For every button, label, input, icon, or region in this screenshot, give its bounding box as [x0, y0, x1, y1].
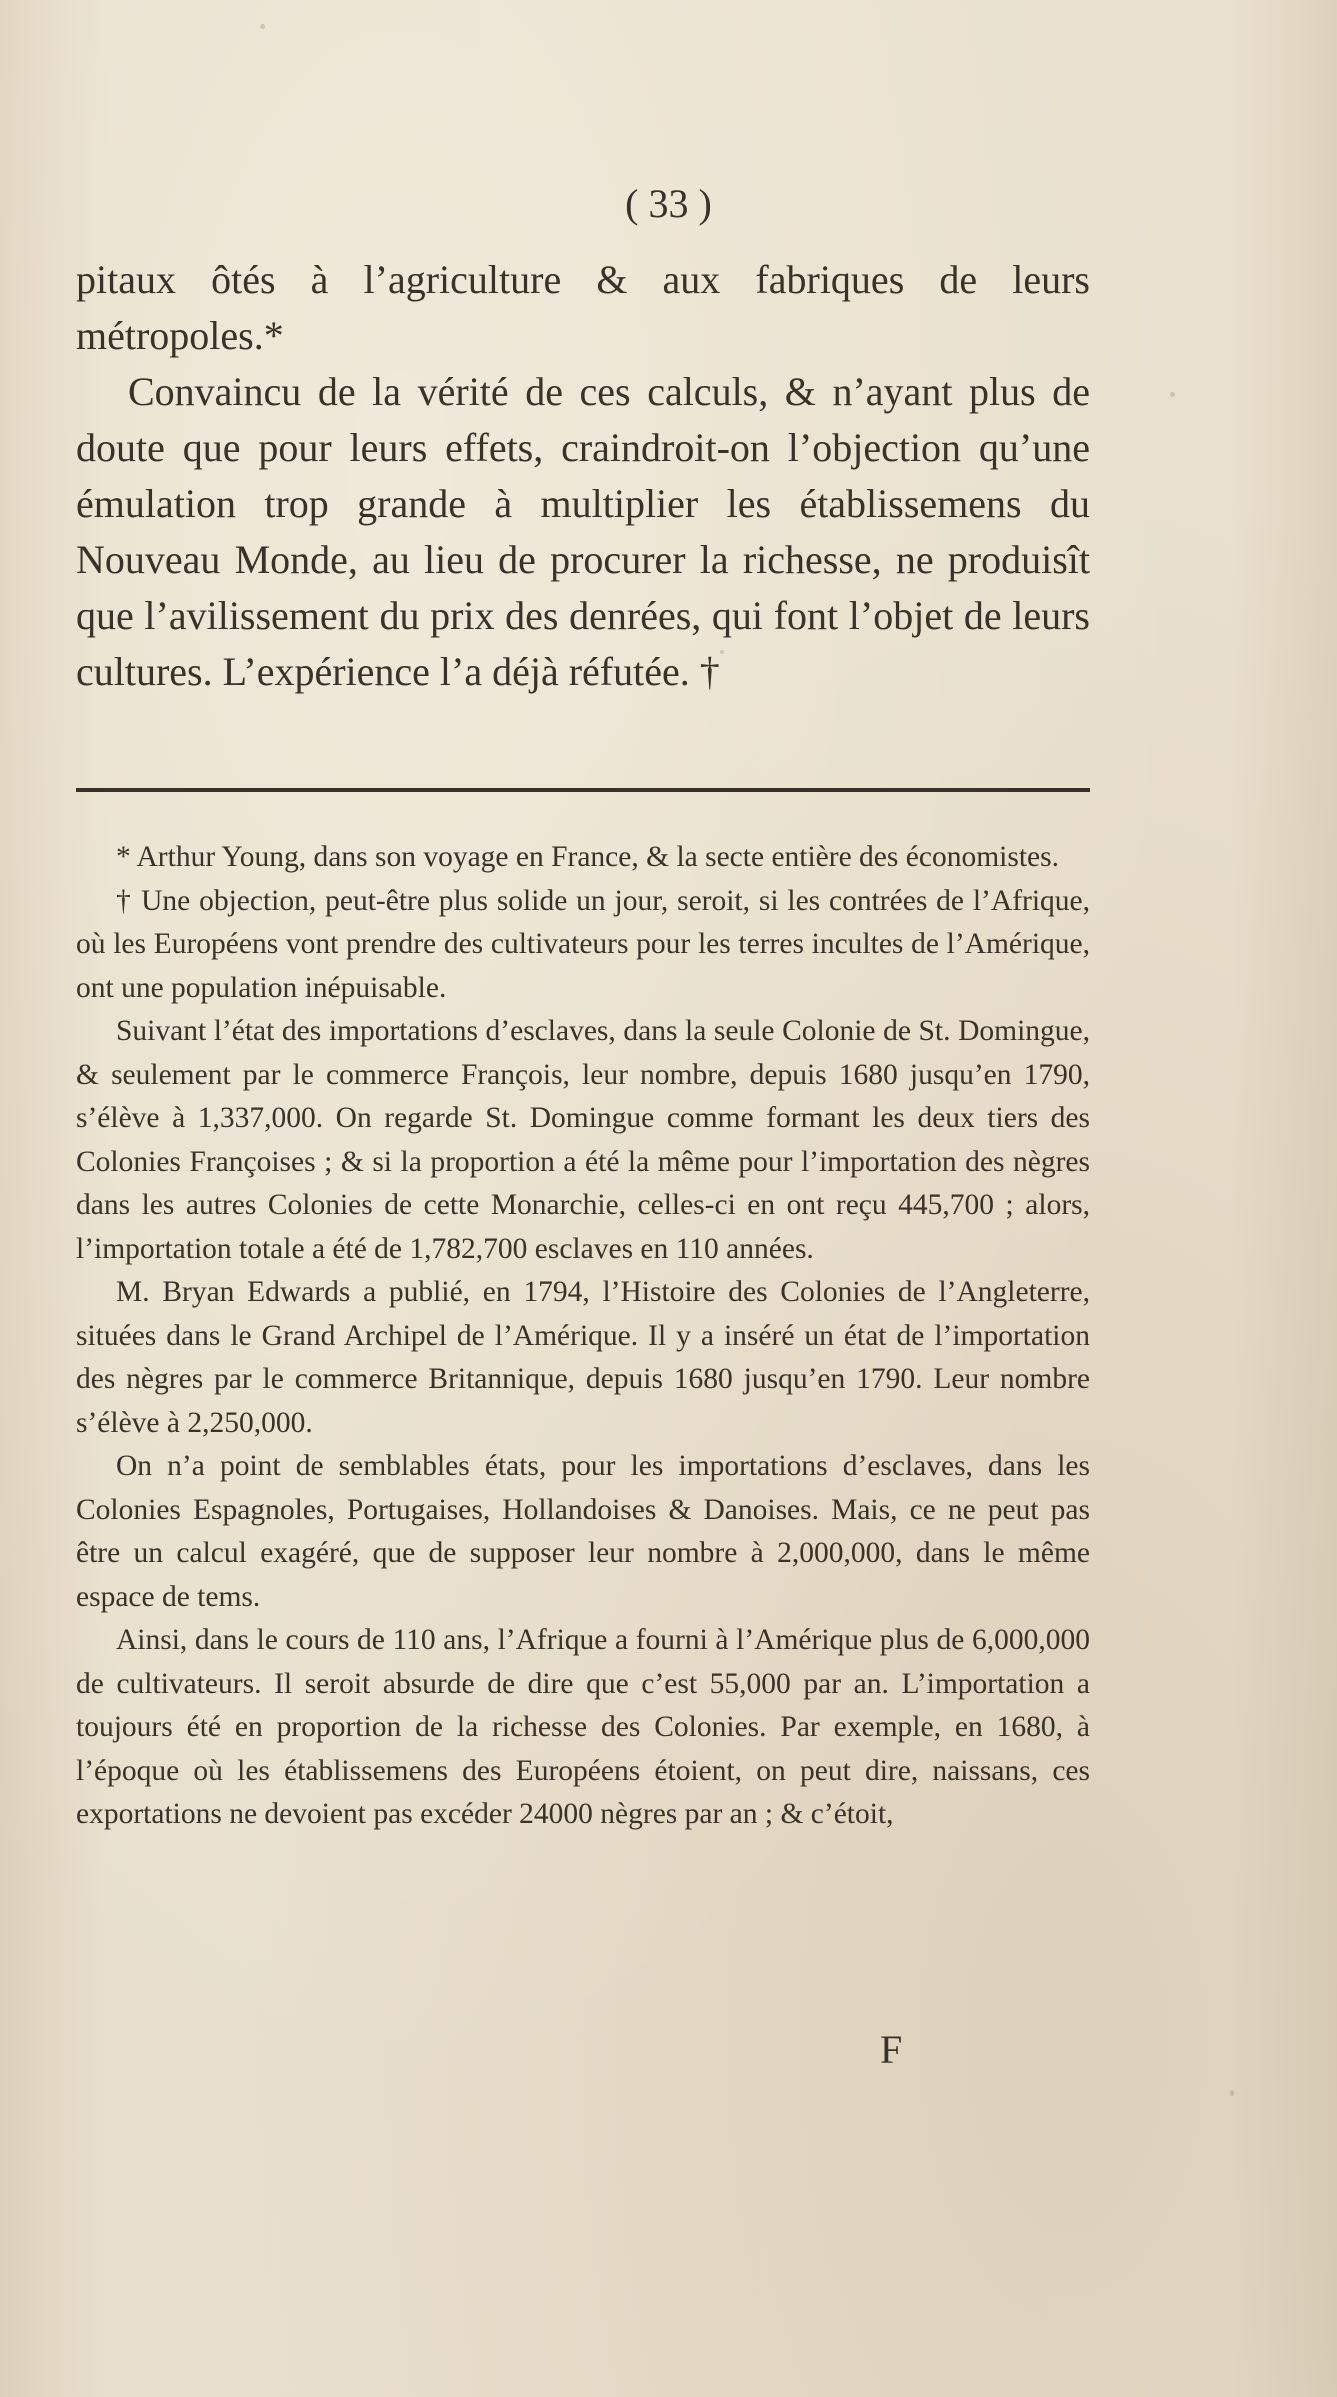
- main-paragraph: Convaincu de la vérité de ces calculs, & n’ayant plus de doute que pour leurs effets, craindroit-on l’objection qu’une émulation trop grande à multiplier les établissemens du Nouveau Monde, au lieu de procurer la richesse, ne produisît que l’avilissement du prix des denrées, qui font l’objet de leurs cultures. L’expérience l’a déjà réfutée. †: [76, 369, 1090, 694]
- footnote: † Une objection, peut-être plus solide un jour, seroit, si les contrées de l’Afrique, où les Européens vont prendre des cultivateurs pour les terres incultes de l’Amérique, ont une population inépuisable.: [76, 884, 1090, 1004]
- paper-spot: [720, 650, 724, 654]
- main-text: [76, 252, 1090, 700]
- main-paragraph: pitaux ôtés à l’agriculture & aux fabriques de leurs métropoles.*: [76, 257, 1090, 358]
- footnote: Ainsi, dans le cours de 110 ans, l’Afrique a fourni à l’Amérique plus de 6,000,000 de cultivateurs. Il seroit absurde de dire que c’est 55,000 par an. L’importation a toujours été en proportion de la richesse des Colonies. Par exemple, en 1680, à l’époque où les établissemens des Européens étoient, on peut dire, naissans, ces exportations ne devoient pas excéder 24000 nègres par an ; & c’étoit,: [76, 1624, 1090, 1830]
- paper-spot: [260, 24, 265, 29]
- footnote: On n’a point de semblables états, pour les importations d’esclaves, dans les Colonies Espagnoles, Portugaises, Hollandoises & Danoises. Mais, ce ne peut pas être un calcul exagéré, que de supposer leur nombre à 2,000,000, dans le même espace de tems.: [76, 1450, 1090, 1613]
- footnote-divider: [76, 788, 1090, 792]
- page-number: ( 33 ): [625, 181, 712, 226]
- paper-spot: [1230, 2090, 1234, 2096]
- footnotes: [76, 836, 1090, 1837]
- paper-spot: [1170, 392, 1175, 397]
- footnote: Suivant l’état des importations d’esclaves, dans la seule Colonie de St. Domingue, & seulement par le commerce François, leur nombre, depuis 1680 jusqu’en 1790, s’élève à 1,337,000. On regarde St. Domingue comme formant les deux tiers des Colonies Françoises ; & si la proportion a été la même pour l’importation des nègres dans les autres Colonies de cette Monarchie, celles-ci en ont reçu 445,700 ; alors, l’importation totale a été de 1,782,700 esclaves en 110 années.: [76, 1015, 1090, 1265]
- footnote: M. Bryan Edwards a publié, en 1794, l’Histoire des Colonies de l’Angleterre, situées dans le Grand Archipel de l’Amérique. Il y a inséré un état de l’importation des nègres par le commerce Britannique, depuis 1680 jusqu’en 1790. Leur nombre s’élève à 2,250,000.: [76, 1276, 1090, 1439]
- signature-mark: F: [880, 2027, 903, 2072]
- footnote: * Arthur Young, dans son voyage en France, & la secte entière des économistes.: [116, 841, 1059, 873]
